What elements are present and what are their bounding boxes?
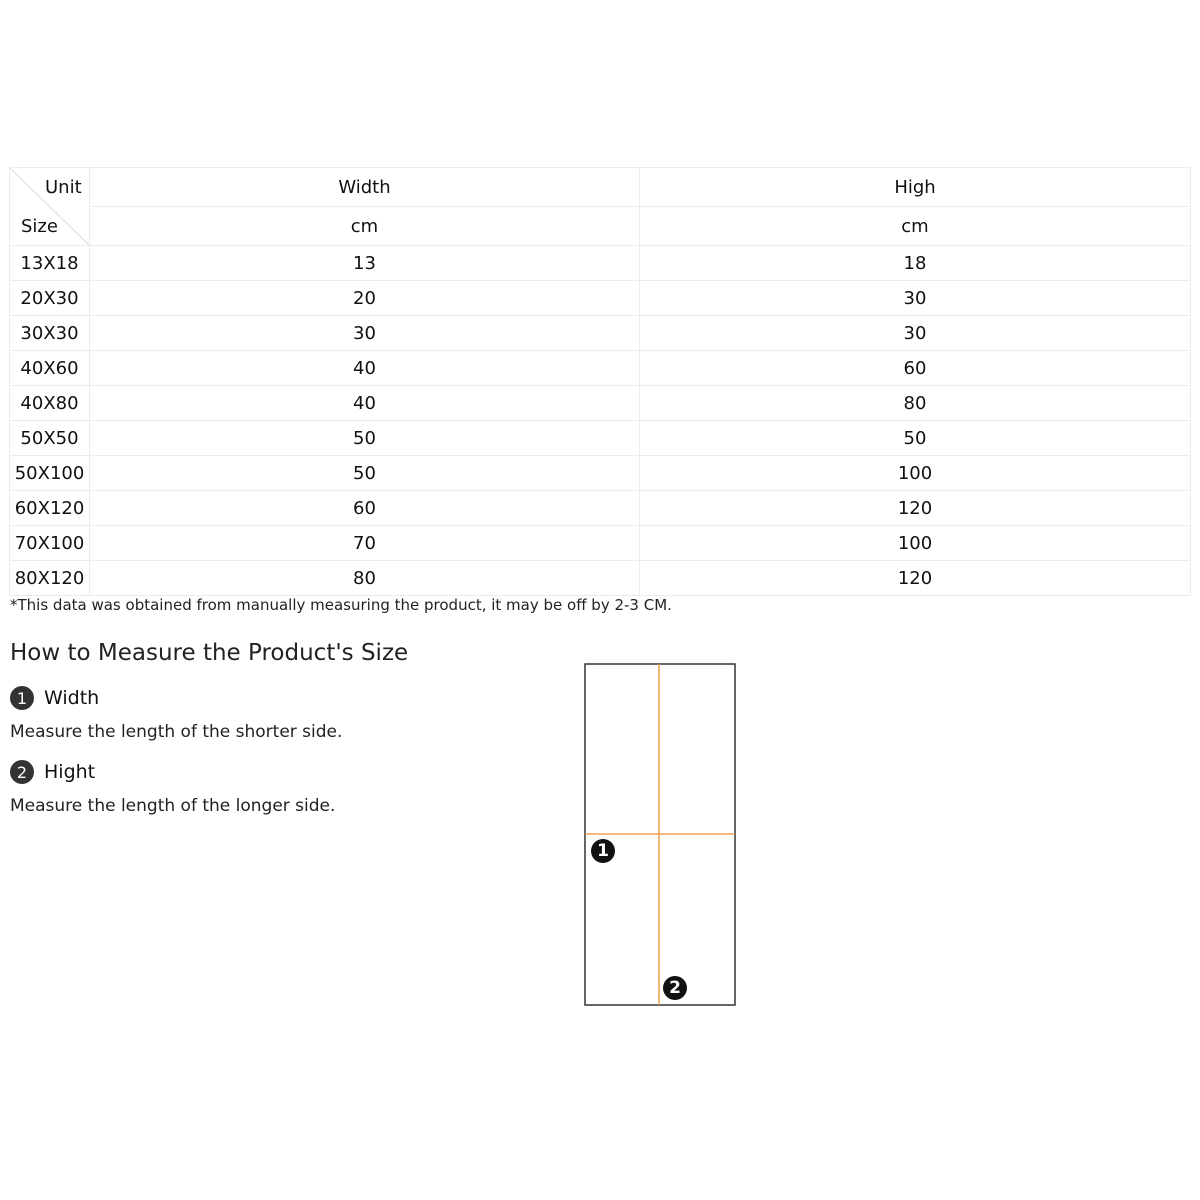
table-row [10, 561, 1191, 596]
width-cell: 30 [90, 316, 640, 351]
table-row [10, 351, 1191, 386]
size-cell: 80X120 [10, 561, 90, 596]
width-cell: 50 [90, 456, 640, 491]
size-table [9, 167, 1191, 596]
step-number-badge: 2 [10, 760, 34, 784]
width-cell: 40 [90, 351, 640, 386]
width-cell: 60 [90, 491, 640, 526]
high-cell: 120 [640, 491, 1191, 526]
unit-row [10, 207, 1191, 246]
size-cell: 13X18 [10, 246, 90, 281]
table-row [10, 316, 1191, 351]
step-hight [10, 760, 95, 784]
table-body [10, 246, 1191, 596]
size-cell: 40X80 [10, 386, 90, 421]
width-unit: cm [90, 207, 640, 246]
header-row [10, 168, 1191, 207]
corner-unit-label: Unit [45, 177, 82, 198]
width-cell: 80 [90, 561, 640, 596]
high-cell: 80 [640, 386, 1191, 421]
width-cell: 13 [90, 246, 640, 281]
height-marker: 2 [663, 976, 687, 1000]
size-cell: 50X100 [10, 456, 90, 491]
step-description: Measure the length of the shorter side. [10, 722, 343, 742]
step-label: Width [44, 687, 100, 709]
size-cell: 60X120 [10, 491, 90, 526]
measurement-note: *This data was obtained from manually measuring the product, it may be off by 2-3 CM. [10, 596, 672, 614]
step-label: Hight [44, 761, 96, 783]
width-header: Width [90, 168, 640, 207]
table-row [10, 386, 1191, 421]
high-cell: 30 [640, 316, 1191, 351]
size-cell: 70X100 [10, 526, 90, 561]
width-cell: 40 [90, 386, 640, 421]
high-cell: 100 [640, 526, 1191, 561]
high-unit: cm [640, 207, 1191, 246]
width-marker: 1 [591, 839, 615, 863]
step-description: Measure the length of the longer side. [10, 796, 336, 816]
high-cell: 50 [640, 421, 1191, 456]
high-cell: 18 [640, 246, 1191, 281]
size-cell: 20X30 [10, 281, 90, 316]
high-cell: 120 [640, 561, 1191, 596]
step-width [10, 686, 99, 710]
size-cell: 30X30 [10, 316, 90, 351]
corner-cell [10, 168, 90, 246]
guide-title: How to Measure the Product's Size [10, 640, 409, 666]
table-row [10, 281, 1191, 316]
width-cell: 70 [90, 526, 640, 561]
high-cell: 100 [640, 456, 1191, 491]
size-cell: 50X50 [10, 421, 90, 456]
width-cell: 50 [90, 421, 640, 456]
high-cell: 30 [640, 281, 1191, 316]
measurement-diagram [584, 663, 736, 1006]
corner-size-label: Size [21, 216, 58, 237]
table-row [10, 246, 1191, 281]
step-number-badge: 1 [10, 686, 34, 710]
table-row [10, 456, 1191, 491]
width-cell: 20 [90, 281, 640, 316]
product-outline [584, 663, 736, 1006]
high-cell: 60 [640, 351, 1191, 386]
table-row [10, 526, 1191, 561]
size-cell: 40X60 [10, 351, 90, 386]
table-row [10, 491, 1191, 526]
table-row [10, 421, 1191, 456]
high-header: High [640, 168, 1191, 207]
